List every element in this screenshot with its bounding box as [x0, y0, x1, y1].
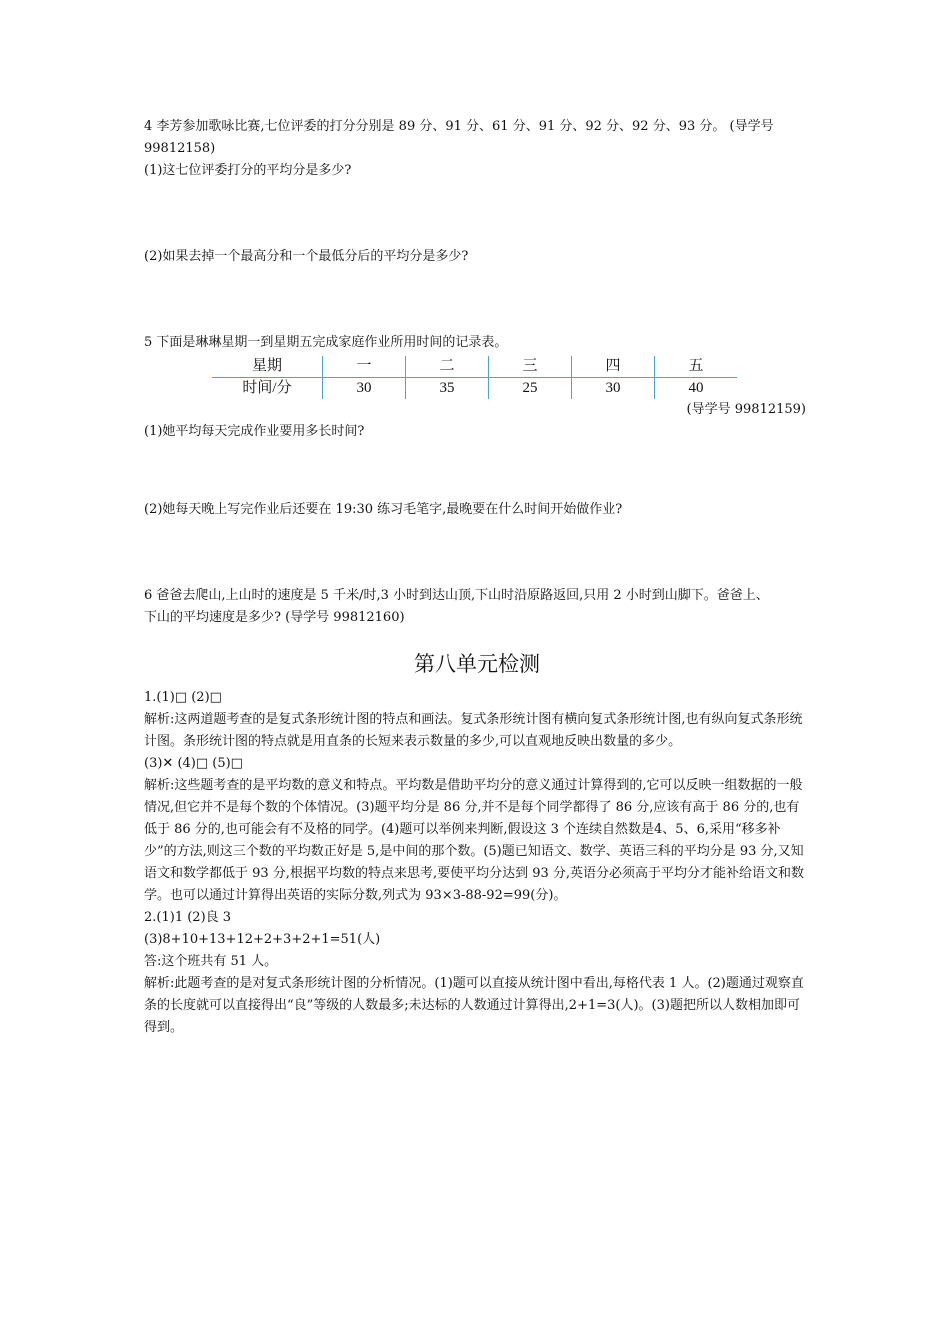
table-cell: 40: [655, 378, 738, 400]
table-cell: 30: [323, 378, 406, 400]
answer-space: [144, 268, 810, 332]
table-cell: 三: [489, 356, 572, 378]
question-5-stem: 5 下面是琳琳星期一到星期五完成家庭作业所用时间的记录表。: [144, 335, 508, 350]
question-4-stem: 4 李芳参加歌咏比赛,七位评委的打分分别是 89 分、91 分、61 分、91 分、92 分、92 分、93 分。 (导学号 99812158): [144, 119, 774, 156]
question-6-line-2: 下山的平均速度是多少? (导学号 99812160): [144, 610, 405, 625]
table-cell: 时间/分: [242, 380, 292, 396]
document-content: [144, 116, 810, 1039]
table-cell: 四: [572, 356, 655, 378]
question-5-part-1: (1)她平均每天完成作业要用多长时间?: [144, 424, 365, 439]
table-cell: 25: [489, 378, 572, 400]
answer-1-analysis: 解析:这两道题考查的是复式条形统计图的特点和画法。复式条形统计图有横向复式条形统计图,也有纵向复式条形统计图。条形统计图的特点就是用直条的长短来表示数量的多少,可以直观地反映出数量的多少。: [144, 712, 803, 749]
question-4-part-2: (2)如果去掉一个最高分和一个最低分后的平均分是多少?: [144, 249, 469, 264]
table-header-row: [212, 356, 737, 378]
table-cell: 二: [406, 356, 489, 378]
answer-1-part-b-analysis: 解析:这些题考查的是平均数的意义和特点。平均数是借助平均分的意义通过计算得到的,它可以反映一组数据的一般情况,但它并不是每个数的个体情况。(3)题平均分是 86 分,并不是每个同学都得了 86 分,应该有高于 86 分的,也有低于 86 分的,也可能会有不及格的同学。(4)题可以举例来判断,假设这 3 个连续自然数是4、5、6,采用“移多补少”的方法,则这三个数的平均数正好是 5,是中间的那个数。(5)题已知语文、数学、英语三科的平均分是 93 分,又知语文和数学都低于 93 分,根据平均数的特点来思考,要使平均分达到 93 分,英语分必须高于平均分才能补给语文和数学。也可以通过计算得出英语的实际分数,列式为 93×3-88-92=99(分)。: [144, 778, 805, 903]
answer-space: [144, 182, 810, 246]
guide-number: (导学号 99812159): [686, 402, 806, 417]
table-row: [212, 378, 737, 400]
answer-1: 1.(1)□ (2)□: [144, 690, 222, 705]
answer-2-conclusion: 答:这个班共有 51 人。: [144, 954, 278, 969]
answer-space: [144, 443, 810, 499]
answers-section-title: 第八单元检测: [414, 652, 540, 676]
answer-1-part-b: (3)✕ (4)□ (5)□: [144, 756, 243, 771]
table-cell: 30: [572, 378, 655, 400]
homework-time-table: [212, 356, 737, 399]
question-4-part-1: (1)这七位评委打分的平均分是多少?: [144, 163, 352, 178]
answer-space: [144, 521, 810, 585]
question-5-part-2: (2)她每天晚上写完作业后还要在 19:30 练习毛笔字,最晚要在什么时间开始做作业?: [144, 502, 623, 517]
table-cell: 五: [655, 356, 738, 378]
table-cell: 35: [406, 378, 489, 400]
table-cell: 星期: [212, 356, 323, 378]
answer-2: 2.(1)1 (2)良 3: [144, 910, 232, 925]
answer-2-calculation: (3)8+10+13+12+2+3+2+1=51(人): [144, 932, 381, 947]
question-6-line-1: 6 爸爸去爬山,上山时的速度是 5 千米/时,3 小时到达山顶,下山时沿原路返回,只用 2 小时到山脚下。爸爸上、: [144, 588, 769, 603]
table-cell: 一: [323, 356, 406, 378]
answer-2-analysis: 解析:此题考查的是对复式条形统计图的分析情况。(1)题可以直接从统计图中看出,每格代表 1 人。(2)题通过观察直条的长度就可以直接得出“良”等级的人数最多;未达标的人数通过计算得出,2+1=3(人)。(3)题把所以人数相加即可得到。: [144, 976, 804, 1035]
